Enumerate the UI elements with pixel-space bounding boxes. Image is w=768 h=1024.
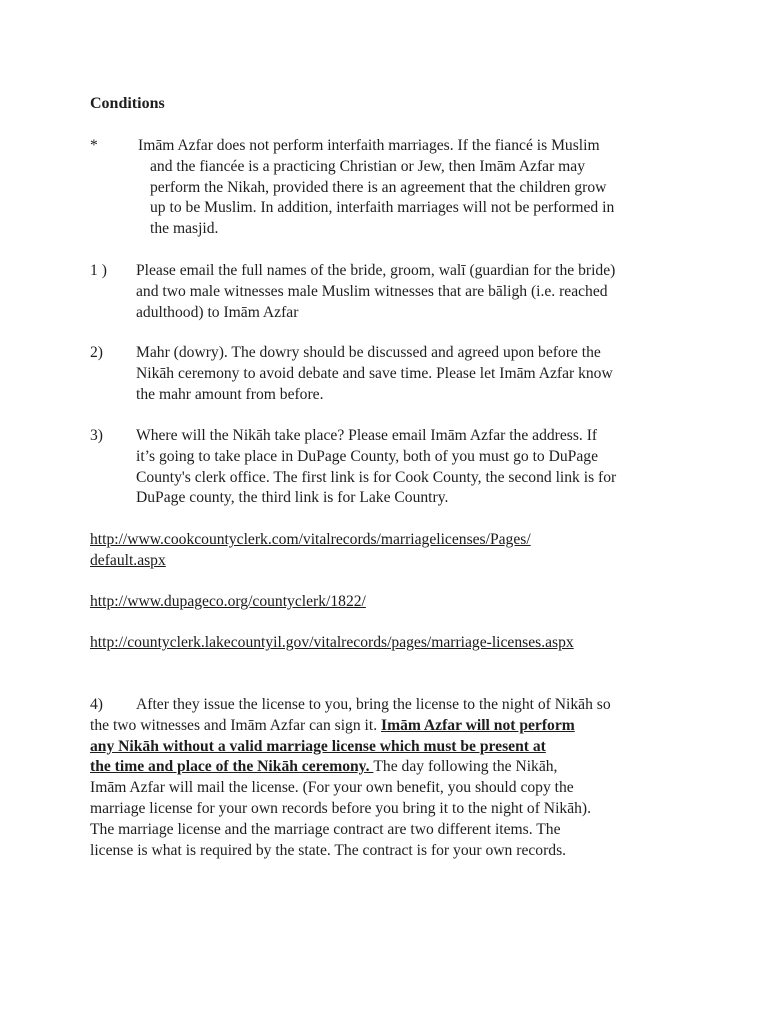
- dupage-county-link-block[interactable]: [90, 592, 366, 613]
- interfaith-line-1: Imām Azfar does not perform interfaith marriages. If the fiancé is Muslim: [138, 137, 600, 154]
- lake-county-link-block[interactable]: [90, 633, 574, 654]
- item-4-line-2-plain: the two witnesses and Imām Azfar can sign it.: [90, 716, 382, 734]
- item-4-line-3: [90, 737, 611, 758]
- star-marker: *: [90, 137, 98, 154]
- item-4-text: [90, 695, 611, 861]
- item-2-line-3: the mahr amount from before.: [136, 385, 324, 403]
- interfaith-line-2: and the fiancée is a practicing Christian or Jew, then Imām Azfar may: [150, 157, 586, 175]
- item-1-line-1: Please email the full names of the bride, groom, walī (guardian for the bride): [136, 262, 616, 279]
- item-4-emphasis-3: the time and place of the Nikāh ceremony.: [90, 758, 374, 776]
- cook-county-link[interactable]: http://www.cookcountyclerk.com/vitalrecords/marriagelicenses/Pages/: [90, 531, 531, 548]
- item-4-line-4: [90, 757, 611, 778]
- item-4-line-1: After they issue the license to you, bring the license to the night of Nikāh so: [136, 696, 611, 713]
- item-1-line-2: and two male witnesses male Muslim witnesses that are bāligh (i.e. reached: [136, 282, 608, 300]
- dupage-county-link[interactable]: http://www.dupageco.org/countyclerk/1822/: [90, 593, 366, 610]
- item-1-text: [136, 261, 615, 323]
- lake-county-link[interactable]: http://countyclerk.lakecountyil.gov/vitalrecords/pages/marriage-licenses.aspx: [90, 634, 574, 651]
- conditions-heading: Conditions: [90, 95, 165, 112]
- item-1-line-3: adulthood) to Imām Azfar: [136, 303, 299, 321]
- cook-county-link-block[interactable]: [90, 530, 531, 572]
- item-2-line-2: Nikāh ceremony to avoid debate and save time. Please let Imām Azfar know: [136, 364, 613, 382]
- item-4-line-2: [90, 716, 611, 737]
- item-3-line-2: it’s going to take place in DuPage County, both of you must go to DuPage: [136, 447, 598, 465]
- item-4-emphasis-2: any Nikāh without a valid marriage license which must be present at: [90, 737, 546, 755]
- cook-county-link-continued[interactable]: default.aspx: [90, 551, 166, 569]
- item-4-line-7: The marriage license and the marriage contract are two different items. The: [90, 820, 561, 838]
- item-3-text: [136, 426, 616, 509]
- item-4-line-5: Imām Azfar will mail the license. (For your own benefit, you should copy the: [90, 779, 574, 797]
- item-4-marker: 4): [90, 696, 103, 713]
- item-3-marker: 3): [90, 427, 103, 444]
- item-2-text: [136, 343, 613, 405]
- interfaith-line-4: up to be Muslim. In addition, interfaith marriages will not be performed in: [150, 199, 615, 217]
- item-4-emphasis-1: Imām Azfar will not perform: [381, 716, 575, 734]
- item-2-marker: 2): [90, 344, 103, 361]
- item-1-marker: 1 ): [90, 262, 107, 279]
- item-3-line-1: Where will the Nikāh take place? Please email Imām Azfar the address. If: [136, 427, 598, 444]
- item-4-line-6: marriage license for your own records before you bring it to the night of Nikāh).: [90, 799, 592, 817]
- interfaith-line-5: the masjid.: [150, 220, 219, 238]
- interfaith-line-3: perform the Nikah, provided there is an agreement that the children grow: [150, 178, 607, 196]
- item-4-line-8: license is what is required by the state. The contract is for your own records.: [90, 841, 567, 859]
- item-4-line-4-plain: The day following the Nikāh,: [373, 758, 558, 776]
- item-3-line-4: DuPage county, the third link is for Lake Country.: [136, 489, 449, 507]
- item-2-line-1: Mahr (dowry). The dowry should be discussed and agreed upon before the: [136, 344, 601, 361]
- interfaith-note: [138, 136, 614, 240]
- item-3-line-3: County's clerk office. The first link is for Cook County, the second link is for: [136, 468, 617, 486]
